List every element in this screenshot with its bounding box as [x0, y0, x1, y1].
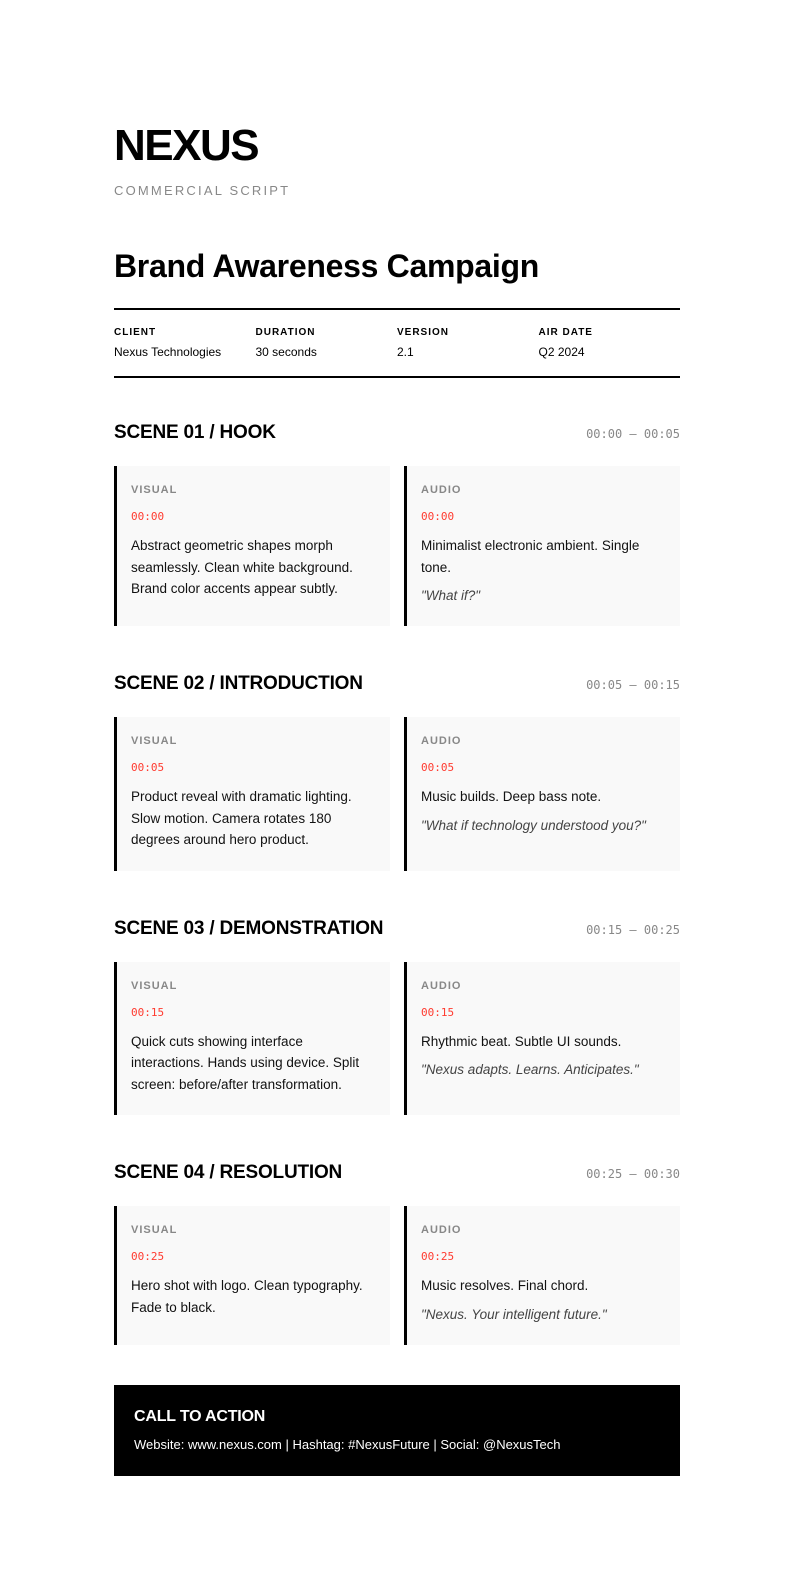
- audio-card: [404, 717, 680, 871]
- scene-cards: [114, 962, 680, 1116]
- card-timestamp: 00:15: [421, 1005, 455, 1019]
- card-description: Quick cuts showing interface interactions. Hands using device. Split screen: before/after transformation.: [131, 1033, 360, 1092]
- card-description: Music resolves. Final chord.: [421, 1278, 589, 1293]
- scene-time-range: 00:25 – 00:30: [586, 1167, 680, 1181]
- voiceover-quote: "What if?": [421, 588, 481, 603]
- document-header: [114, 122, 680, 286]
- card-label: VISUAL: [131, 1224, 178, 1236]
- scene-cards: [114, 466, 680, 626]
- scene-time-range: 00:00 – 00:05: [586, 427, 680, 441]
- scene-title: SCENE 02 / INTRODUCTION: [114, 673, 363, 694]
- meta-table: [114, 308, 680, 378]
- scene-header: [114, 422, 680, 446]
- meta-version: [397, 327, 539, 360]
- meta-duration: [256, 327, 398, 360]
- audio-card: [404, 1206, 680, 1345]
- card-description: Music builds. Deep bass note.: [421, 789, 602, 804]
- scene-01: [114, 422, 680, 626]
- scene-03: [114, 918, 680, 1116]
- meta-label: VERSION: [397, 327, 450, 338]
- scene-02: [114, 673, 680, 871]
- visual-card: [114, 717, 390, 871]
- card-label: AUDIO: [421, 484, 462, 496]
- meta-value: Nexus Technologies: [114, 345, 222, 359]
- meta-value: Q2 2024: [538, 345, 585, 359]
- scene-title: SCENE 03 / DEMONSTRATION: [114, 917, 384, 939]
- scene-header: [114, 1162, 680, 1186]
- voiceover-quote: "Nexus adapts. Learns. Anticipates.": [421, 1062, 639, 1077]
- scene-cards: [114, 1206, 680, 1345]
- script-page: [114, 0, 680, 1590]
- brand-logo-text: NEXUS: [114, 121, 259, 170]
- card-timestamp: 00:15: [131, 1005, 165, 1019]
- scene-title: SCENE 01 / HOOK: [114, 422, 276, 443]
- meta-air-date: [539, 327, 681, 360]
- scene-cards: [114, 717, 680, 871]
- card-timestamp: 00:00: [131, 510, 165, 523]
- cta-title: CALL TO ACTION: [134, 1407, 266, 1425]
- card-description: Rhythmic beat. Subtle UI sounds.: [421, 1033, 622, 1049]
- scene-title: SCENE 04 / RESOLUTION: [114, 1162, 343, 1183]
- card-label: AUDIO: [421, 735, 462, 747]
- card-timestamp: 00:05: [421, 761, 455, 774]
- card-timestamp: 00:00: [421, 510, 455, 523]
- scene-time-range: 00:15 – 00:25: [586, 922, 680, 937]
- visual-card: [114, 466, 390, 626]
- scene-header: [114, 918, 680, 942]
- meta-value: 30 seconds: [255, 345, 317, 359]
- scene-time-range: 00:05 – 00:15: [586, 678, 680, 692]
- document-type: COMMERCIAL SCRIPT: [114, 183, 291, 198]
- visual-card: [114, 962, 390, 1116]
- scene-04: [114, 1162, 680, 1345]
- card-description: Minimalist electronic ambient. Single tone.: [421, 538, 640, 575]
- scene-header: [114, 673, 680, 697]
- card-label: VISUAL: [131, 979, 178, 992]
- card-label: AUDIO: [421, 979, 462, 992]
- card-description: Hero shot with logo. Clean typography. Fade to black.: [131, 1278, 363, 1315]
- card-timestamp: 00:05: [131, 761, 165, 774]
- voiceover-quote: "What if technology understood you?": [421, 817, 646, 833]
- card-label: VISUAL: [131, 484, 178, 496]
- audio-card: [404, 466, 680, 626]
- card-timestamp: 00:25: [421, 1250, 455, 1263]
- meta-label: DURATION: [255, 327, 316, 338]
- cta-details: Website: www.nexus.com | Hashtag: #NexusFuture | Social: @NexusTech: [134, 1436, 561, 1452]
- visual-card: [114, 1206, 390, 1345]
- meta-value: 2.1: [397, 345, 414, 359]
- card-description: Abstract geometric shapes morph seamlessly. Clean white background. Brand color accents appear subtly.: [131, 538, 353, 596]
- meta-label: AIR DATE: [538, 327, 593, 338]
- meta-label: CLIENT: [114, 327, 157, 338]
- card-timestamp: 00:25: [131, 1250, 165, 1263]
- card-label: AUDIO: [421, 1224, 462, 1236]
- meta-client: [114, 327, 256, 360]
- call-to-action-box: [114, 1385, 680, 1476]
- page-title: Brand Awareness Campaign: [114, 248, 539, 284]
- audio-card: [404, 962, 680, 1116]
- card-description: Product reveal with dramatic lighting. Slow motion. Camera rotates 180 degrees around hero product.: [131, 789, 352, 847]
- card-label: VISUAL: [131, 735, 178, 747]
- voiceover-quote: "Nexus. Your intelligent future.": [421, 1306, 607, 1322]
